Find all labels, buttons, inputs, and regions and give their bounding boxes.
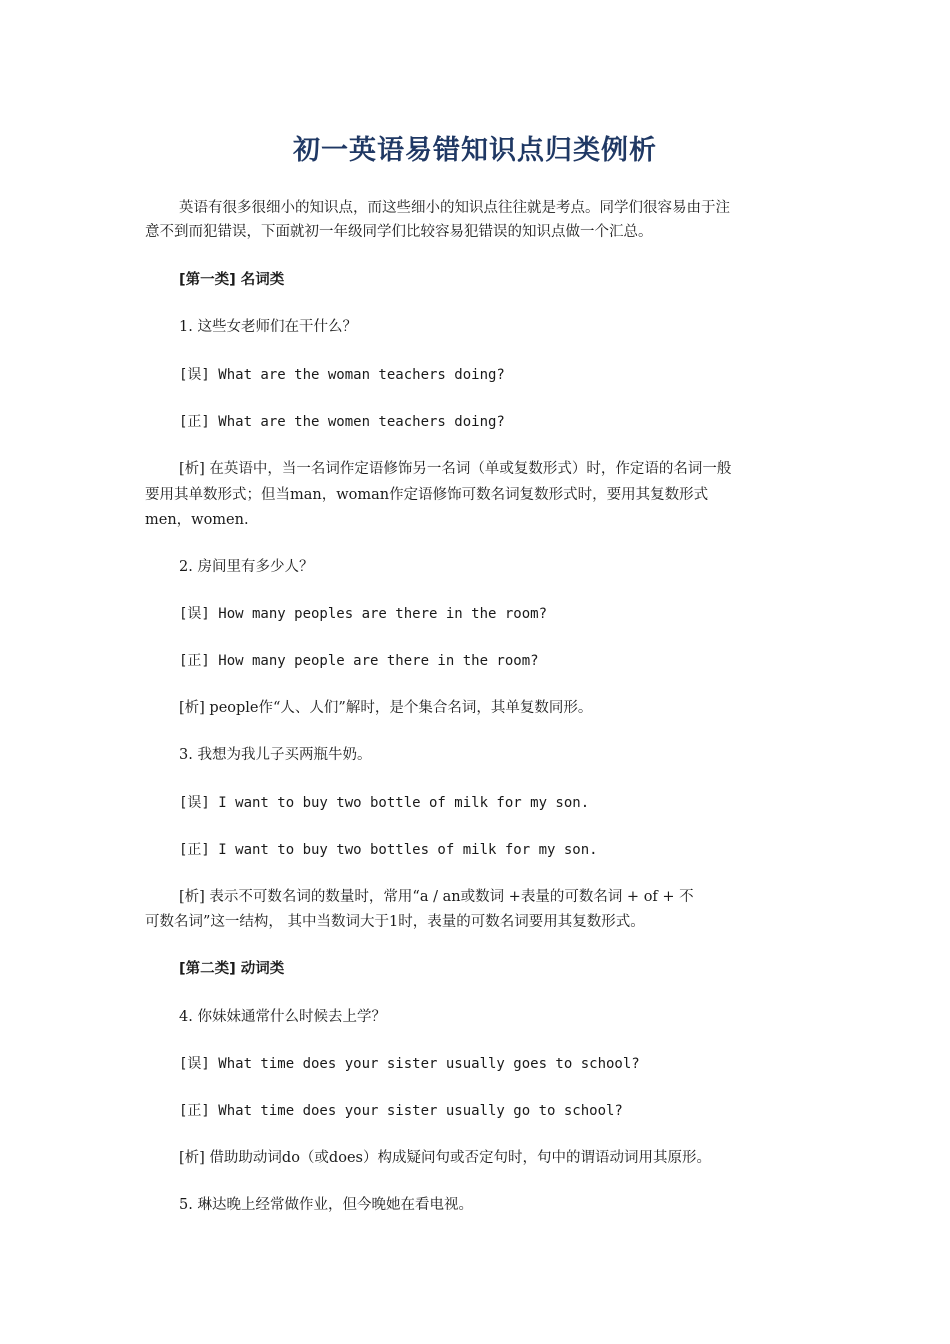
analysis-4: [析] 借助助动词do（或does）构成疑问句或否定句时，句中的谓语动词用其原形。	[179, 1150, 711, 1166]
intro-line-1: 英语有很多很细小的知识点，而这些细小的知识点往往就是考点。同学们很容易由于注	[179, 200, 730, 216]
wrong-example-4: [误] What time does your sister usually goes to school?	[179, 1056, 640, 1072]
correct-example-2: [正] How many people are there in the room?	[179, 653, 539, 669]
analysis-1-line-3: men，women.	[145, 512, 249, 528]
correct-example-3: [正] I want to buy two bottles of milk for my son.	[179, 842, 598, 858]
page-title: 初一英语易错知识点归类例析	[293, 135, 657, 166]
intro-line-2: 意不到而犯错误，下面就初一年级同学们比较容易犯错误的知识点做一个汇总。	[145, 224, 653, 240]
correct-example-1: [正] What are the women teachers doing?	[179, 414, 505, 430]
wrong-example-3: [误] I want to buy two bottle of milk for my son.	[179, 795, 590, 811]
question-3: 3. 我想为我儿子买两瓶牛奶。	[179, 747, 372, 763]
section-heading-nouns: [第一类] 名词类	[179, 272, 285, 288]
question-4: 4. 你妹妹通常什么时候去上学？	[179, 1009, 386, 1025]
wrong-example-1: [误] What are the woman teachers doing?	[179, 367, 505, 383]
intro-paragraph-cont	[145, 220, 810, 244]
question-2: 2. 房间里有多少人？	[179, 559, 314, 575]
correct-example-4: [正] What time does your sister usually go to school?	[179, 1103, 623, 1119]
question-1: 1. 这些女老师们在干什么？	[179, 319, 357, 335]
analysis-3-line-2: 可数名词”这一结构， 其中当数词大于1时，表量的可数名词要用其复数形式。	[145, 914, 645, 930]
section-heading-verbs: [第二类] 动词类	[179, 961, 285, 977]
intro-paragraph	[145, 196, 844, 220]
analysis-2: [析] people作“人、人们”解时，是个集合名词，其单复数同形。	[179, 700, 593, 716]
question-5: 5. 琳达晚上经常做作业，但今晚她在看电视。	[179, 1197, 473, 1213]
analysis-3-line-1: [析] 表示不可数名词的数量时，常用“a / an或数词 +表量的可数名词 + of + 不	[179, 889, 694, 905]
analysis-1-line-1: [析] 在英语中，当一名词作定语修饰另一名词（单或复数形式）时，作定语的名词一般	[179, 461, 732, 477]
wrong-example-2: [误] How many peoples are there in the room?	[179, 606, 548, 622]
analysis-1-line-2: 要用其单数形式；但当man，woman作定语修饰可数名词复数形式时，要用其复数形式	[145, 487, 709, 503]
